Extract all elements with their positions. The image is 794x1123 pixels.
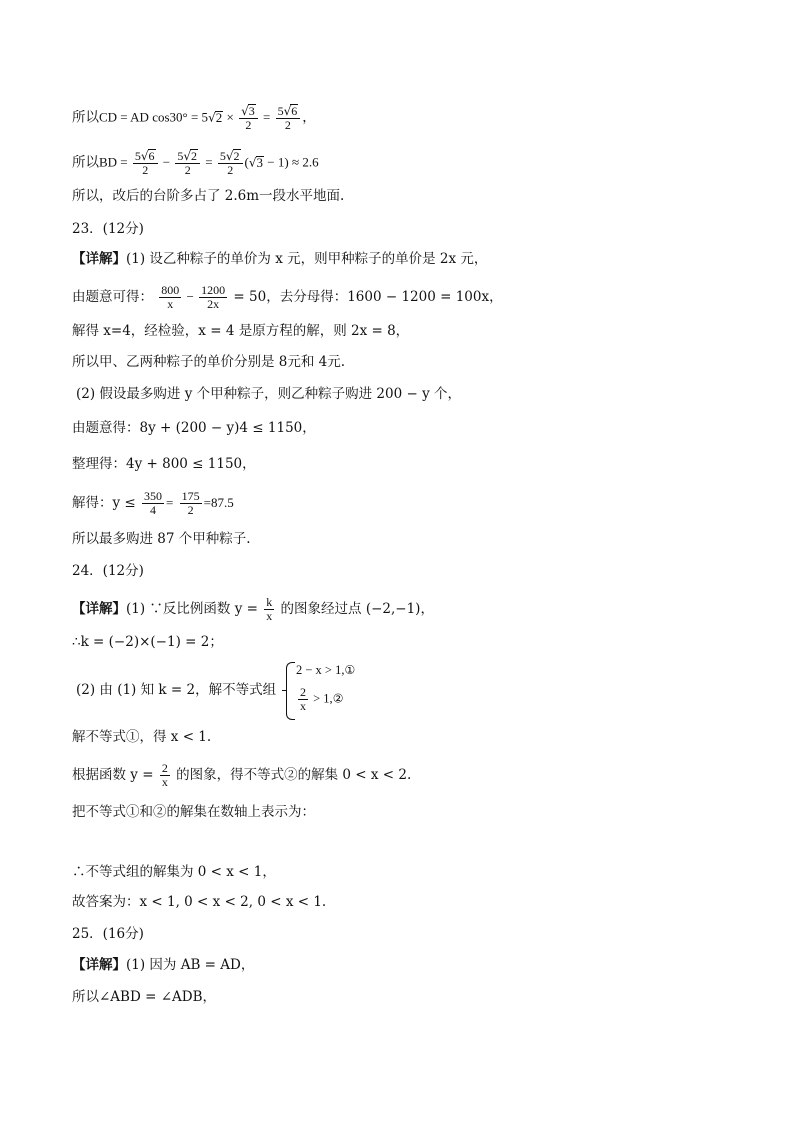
inequality-text: 2 − x > 1, (296, 663, 345, 677)
line-text: 解得：y ≤ (72, 495, 141, 511)
radical-icon: √ (241, 104, 249, 118)
fraction (218, 149, 243, 177)
radical-icon: √ (140, 149, 149, 163)
line-text: 根据函数 y = (72, 767, 158, 783)
q24-line-7: ∴不等式组的解集为 0 < x < 1， (72, 864, 276, 880)
fraction (133, 149, 158, 177)
text-prefix: 所以 (72, 154, 99, 171)
cd-expression: CD = AD cos30° = 5 (99, 109, 209, 125)
paren: ( (244, 154, 249, 170)
fraction-denominator: x (167, 297, 174, 311)
line-text: 的图象经过点 (−2,−1)， (276, 601, 434, 617)
line-text: (1) 因为 AB = AD， (126, 957, 255, 973)
q23-line-8 (72, 490, 234, 517)
fraction-numerator (276, 104, 301, 119)
radicand: 3 (256, 154, 264, 170)
q24-line-4: 解不等式①，得 x < 1. (72, 729, 212, 745)
operator: = (202, 154, 216, 170)
inequality-text: > 1, (310, 691, 333, 706)
q24-line-1 (72, 596, 434, 623)
conclusion-22: 所以，改后的台阶多占了 2.6m一段水平地面. (72, 188, 345, 204)
operator: − (183, 289, 198, 304)
q24-line-8: 故答案为：x < 1, 0 < x < 2, 0 < x < 1. (72, 894, 327, 910)
fraction (276, 104, 301, 132)
line-text: = 50，去分母得：1600 − 1200 = 100x， (229, 289, 503, 305)
fraction-numerator: 2 (161, 761, 168, 775)
coefficient: 5 (219, 149, 226, 163)
q24-line-3: (2) 由 (1) 知 k = 2，解不等式组 (76, 682, 277, 698)
line-text: (1) ∵反比例函数 y = (126, 601, 263, 617)
fraction (175, 149, 200, 177)
radical-icon: √ (183, 149, 192, 163)
circled-number: ① (344, 663, 356, 677)
q23-line-2 (72, 284, 503, 311)
q23-line-9: 所以最多购进 87 个甲种粽子. (72, 531, 251, 547)
line-text: 的图象，得不等式②的解集 0 < x < 2. (171, 767, 412, 783)
fraction (159, 284, 181, 311)
operator: × (223, 109, 238, 125)
line-text: (1) 设乙种粽子的单价为 x 元，则甲种粽子的单价是 2x 元， (126, 251, 488, 267)
cd-equation-line (72, 104, 316, 132)
detail-tag: 【详解】 (72, 601, 126, 617)
fraction (264, 596, 274, 623)
q25-line-1 (72, 955, 254, 975)
inequality-2 (296, 686, 343, 713)
fraction (199, 284, 227, 311)
q25-heading: 25．(16分) (72, 926, 144, 942)
fraction-numerator: 175 (181, 489, 200, 503)
fraction-denominator: 4 (150, 503, 157, 517)
operator: = (166, 495, 174, 510)
inequality-1 (296, 662, 355, 678)
q23-line-3: 解得 x=4，经检验，x = 4 是原方程的解，则 2x = 8， (72, 323, 410, 339)
bd-equation-line (72, 149, 319, 177)
fraction-denominator: 2 (245, 118, 252, 132)
q23-line-5: (2) 假设最多购进 y 个甲种粽子，则乙种粽子购进 200 − y 个， (76, 386, 461, 402)
radical-icon: √ (248, 155, 257, 170)
q23-line-7: 整理得：4y + 800 ≤ 1150， (72, 456, 256, 472)
detail-tag: 【详解】 (72, 957, 126, 973)
approx-value: ≈ 2.6 (288, 154, 319, 170)
radical-icon: √ (225, 149, 234, 163)
operator: = (259, 109, 274, 125)
fraction-denominator: 2 (227, 163, 234, 177)
fraction-numerator (239, 104, 258, 119)
fraction (160, 762, 170, 789)
fraction-numerator: 350 (144, 489, 163, 503)
fraction (298, 686, 308, 713)
paren-rest: − 1) (264, 154, 289, 170)
fraction-denominator: 2 (142, 163, 149, 177)
coefficient: 5 (134, 149, 141, 163)
line-text: 由题意可得： (72, 289, 153, 305)
fraction-denominator: 2 (284, 118, 291, 132)
bd-lhs: BD = (99, 154, 131, 170)
fraction (239, 104, 258, 132)
text-prefix: 所以 (72, 109, 99, 126)
punctuation: ， (302, 109, 316, 126)
fraction-numerator: 2 (300, 685, 306, 699)
radicand: 3 (248, 104, 255, 118)
q24-line-6: 把不等式①和②的解集在数轴上表示为： (72, 804, 315, 820)
detail-tag: 【详解】 (72, 251, 126, 267)
radicand: 6 (148, 149, 155, 163)
radicand: 2 (191, 149, 198, 163)
brace-icon (286, 662, 295, 720)
q24-heading: 24．(12分) (72, 563, 144, 579)
radical-icon: √ (208, 110, 216, 125)
line-text: =87.5 (203, 495, 234, 510)
fraction-denominator: 2x (207, 297, 220, 311)
fraction-denominator: x (300, 699, 306, 713)
fraction-numerator (218, 149, 243, 164)
q25-line-2: 所以∠ABD = ∠ADB， (72, 989, 217, 1005)
fraction-numerator: 800 (161, 283, 180, 297)
fraction-numerator: k (266, 595, 273, 609)
fraction (180, 490, 202, 517)
circled-number: ② (332, 691, 344, 706)
fraction-denominator: 2 (184, 163, 191, 177)
operator: − (159, 154, 174, 170)
q23-line-6: 由题意得：8y + (200 − y)4 ≤ 1150， (72, 420, 316, 436)
fraction-numerator (175, 149, 200, 164)
q23-line-4: 所以甲、乙两种粽子的单价分别是 8元和 4元. (72, 354, 346, 370)
coefficient: 5 (277, 104, 284, 118)
radical-icon: √ (283, 104, 292, 118)
coefficient: 5 (177, 149, 184, 163)
fraction-denominator: 2 (187, 503, 194, 517)
q24-line-2: ∴k = (−2)×(−1) = 2； (72, 634, 223, 650)
q24-line-5 (72, 762, 411, 789)
radicand: 2 (215, 109, 223, 125)
fraction-denominator: x (161, 775, 168, 789)
fraction-numerator (133, 149, 158, 164)
q23-line-1 (72, 249, 487, 269)
q23-heading: 23．(12分) (72, 221, 144, 237)
radicand: 6 (291, 104, 298, 118)
fraction-numerator: 1200 (201, 283, 226, 297)
fraction-denominator: x (266, 609, 273, 623)
fraction (142, 490, 164, 517)
radicand: 2 (233, 149, 240, 163)
